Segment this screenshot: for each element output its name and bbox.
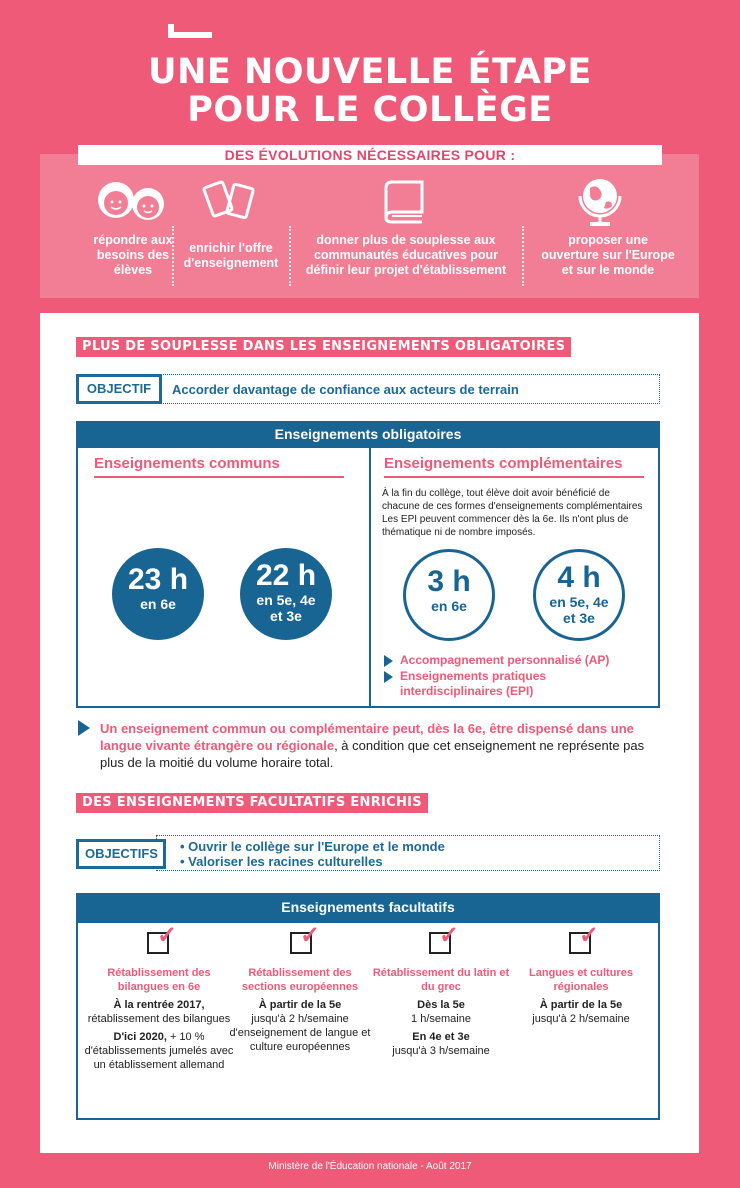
page-title-line1: UNE NOUVELLE ÉTAPE — [148, 52, 592, 92]
checkbox-icon: ✓ — [290, 932, 312, 954]
communs-circle-6e: 23 h en 6e — [112, 548, 204, 640]
complementaires-epi-note: Les EPI peuvent commencer dès la 6e. Ils n'ont plus de thématique ni de nombre imposés. — [382, 514, 629, 538]
evolution-item-1: répondre aux besoins des élèves — [93, 233, 173, 277]
checkbox-icon: ✓ — [147, 932, 169, 954]
corner-decoration — [168, 24, 212, 38]
objective-item-1: • Ouvrir le collège sur l'Europe et le monde — [180, 839, 445, 854]
objective-tag: OBJECTIF — [76, 374, 162, 404]
communs-underline — [94, 476, 344, 478]
evolution-item-2: enrichir l'offre d'enseignement — [183, 241, 279, 270]
evolution-item-3: donner plus de souplesse aux communautés éducatives pour définir leur projet d'établissement — [305, 233, 507, 277]
optional-item-sections-europeennes: Rétablissement des sections européennes À partir de la 5e jusqu'à 2 h/semaine d'enseignement de langue et culture européennes — [229, 967, 371, 1053]
optional-item-langues-regionales: Langues et cultures régionales À partir de la 5e jusqu'à 2 h/semaine — [529, 967, 633, 1025]
note-arrow-icon — [78, 720, 90, 736]
optional-item-latin-grec: Rétablissement du latin et du grec Dès la 5e 1 h/semaine En 4e et 3e jusqu'à 3 h/semaine — [372, 967, 510, 1057]
footer-credit: Ministère de l'Éducation nationale - Août 2017 — [268, 1161, 472, 1172]
evolution-item-4: proposer une ouverture sur l'Europe et sur le monde — [541, 233, 675, 277]
objective-text: Accorder davantage de confiance aux acteurs de terrain — [172, 382, 519, 397]
complementaires-circle-6e: 3 h en 6e — [403, 549, 495, 641]
optional-table-title: Enseignements facultatifs — [76, 893, 660, 921]
communs-title: Enseignements communs — [94, 455, 280, 472]
optional-item-bilangues: Rétablissement des bilangues en 6e À la rentrée 2017, rétablissement des bilangues D'ici 2020, + 10 % d'établissements jumelés avec un établissement allemand — [84, 967, 234, 1071]
language-note: Un enseignement commun ou complémentaire peut, dès la 6e, être dispensé dans une langue vivante étrangère ou régionale, à condition que cet enseignement ne représente pas plus de la moitié du volume horaire total. — [100, 721, 645, 770]
checkbox-icon: ✓ — [569, 932, 591, 954]
section1-heading: PLUS DE SOUPLESSE DANS LES ENSEIGNEMENTS OBLIGATOIRES — [76, 337, 571, 357]
children-faces-icon — [94, 178, 170, 224]
bullet-ap: Accompagnement personnalisé (AP) — [400, 653, 610, 667]
complementaires-underline — [384, 476, 644, 478]
table-divider — [369, 446, 371, 708]
mandatory-table-title: Enseignements obligatoires — [76, 421, 660, 447]
checkbox-icon: ✓ — [429, 932, 451, 954]
globe-icon — [572, 174, 628, 228]
objectives-tag: OBJECTIFS — [76, 839, 166, 869]
evolution-separator — [522, 226, 524, 286]
cards-icon — [200, 178, 260, 224]
complementaires-title: Enseignements complémentaires — [384, 455, 623, 472]
evolutions-heading: DES ÉVOLUTIONS NÉCESSAIRES POUR : — [78, 145, 662, 165]
evolution-separator — [289, 226, 291, 286]
complementaires-description: À la fin du collège, tout élève doit avoir bénéficié de chacune de ces formes d'enseignements complémentaires — [382, 488, 643, 512]
bullet-arrow-icon — [384, 671, 393, 683]
evolution-separator — [172, 226, 174, 286]
book-icon — [378, 178, 434, 224]
objective-item-2: • Valoriser les racines culturelles — [180, 854, 383, 869]
page-title-line2: POUR LE COLLÈGE — [187, 90, 553, 130]
communs-circle-5e-3e: 22 h en 5e, 4e et 3e — [240, 548, 332, 640]
section2-heading: DES ENSEIGNEMENTS FACULTATIFS ENRICHIS — [76, 793, 428, 813]
bullet-arrow-icon — [384, 655, 393, 667]
complementaires-circle-5e-3e: 4 h en 5e, 4e et 3e — [533, 549, 625, 641]
bullet-epi: Enseignements pratiques interdisciplinaires (EPI) — [400, 669, 547, 698]
